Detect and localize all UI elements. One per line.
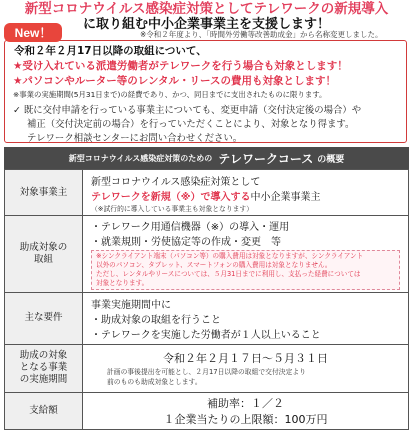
row-label-eligible: 対象事業主 [5,170,83,216]
notice-dispatch: ★受け入れている派遣労働者がテレワークを行う場合も対象とします！ [13,60,348,72]
subsidy-rate: 補助率：１／２ [207,396,284,410]
table-row [5,392,409,429]
notice-correction: 補正（交付決定前の場合）を行っていただくことにより、対象となり得ます。 [27,119,355,130]
target-pink-note: ※シンクライアント端末（パソコン等）の購入費用は対象となりますが、シンクライアント 以外のパソコン、タブレット、スマートフォンの購入費用は対象となりません。 ただし、レンタルやリースについては、５月31日までに利用し、支払った経費については 対象となります。 [91,250,400,290]
row-label-target: 助成対象の 取組 [5,216,83,293]
eligible-note: （※試行的に導入している事業主も対象となります） [91,204,254,213]
notice-intro: 令和２年２月17日以降の取組について、 [14,45,207,57]
rename-note: ※令和２年度より、「時間外労働等改善助成金」から名称変更しました。 [140,30,383,39]
amount-content [83,392,409,429]
period-dates: 令和２年２月１７日～５月３１日 [163,352,328,366]
table-row [5,344,409,392]
notice-expense-note: ※事業の実施期間(5月31日まで)の経費であり、かつ、同日までに支出されたものに限ります。 [13,90,327,99]
subsidy-cap: １企業当たりの上限額：100万円 [163,412,328,426]
notice-box [4,40,407,143]
period-content: 令和２年２月１７日～５月３１日 計画の事後提出を可能とし、２月17日以降の取組で交付決定より 前のものも助成対象とします。 [83,344,409,392]
overview-table [4,169,409,430]
notice-contact: テレワーク相談センターにお問い合わせください。 [27,133,243,144]
target-item1: ・テレワーク用通信機器（※）の導入・運用 [91,222,290,233]
table-row [5,216,409,293]
row-label-amount: 支給額 [5,392,83,429]
target-item2: ・就業規則・労使協定等の作成・変更 等 [91,237,281,248]
course-title: テレワークコース [218,151,314,166]
eligible-content [83,170,409,216]
eligible-line1: 新型コロナウイルス感染症対策として [91,176,261,188]
notice-existing: ✓ 既に交付申請を行っている事業主についても、変更申請（交付決定後の場合）や [13,105,362,116]
eligible-line2-tail: 中小企業事業主 [250,191,321,203]
page-title-line2: に取り組む中小企業事業主を支援します！ [82,17,330,32]
eligible-highlight: テレワークを新規（※）で導入する [91,191,251,203]
notice-rental: ★パソコンやルーター等のレンタル・リースの費用も対象とします！ [13,75,336,87]
row-label-requirements: 主な要件 [5,292,83,344]
course-suffix: の概要 [317,154,345,165]
new-badge: New！ [4,23,62,42]
target-content [83,216,409,293]
row-label-period: 助成の対象 となる事業 の実施期間 [5,344,83,392]
course-prefix: 新型コロナウイルス感染症対策のための [68,153,213,163]
table-row [5,170,409,216]
course-title-bar [4,147,409,169]
table-row [5,292,409,344]
page-title-line1: 新型コロナウイルス感染症対策としてテレワークの新規導入 [24,1,389,17]
requirements-content: 事業実施期間中に ・助成対象の取組を行うこと ・テレワークを実施した労働者が１人以上いること [83,292,409,344]
